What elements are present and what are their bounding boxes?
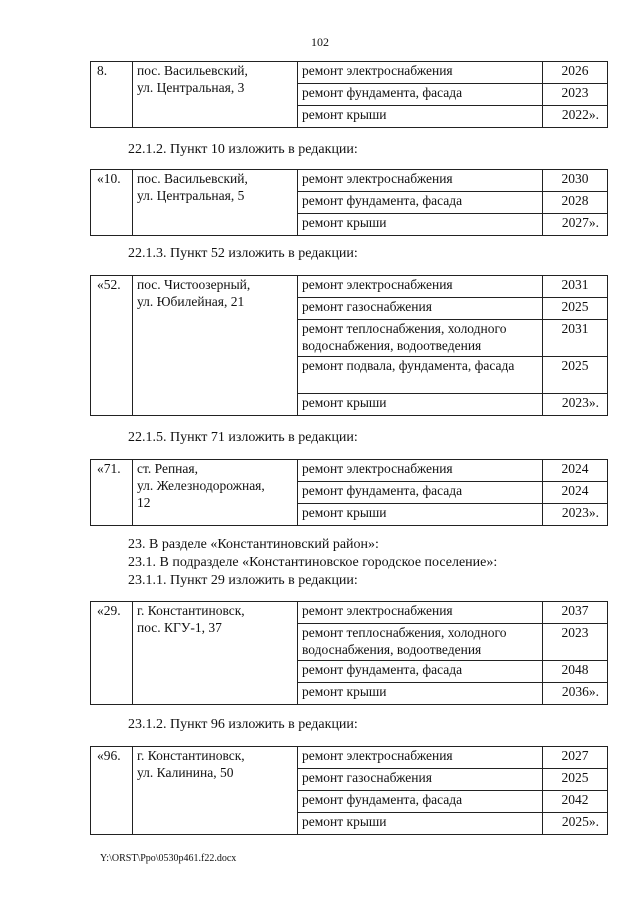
work-cell: ремонт электроснабжения bbox=[298, 602, 543, 624]
work-cell: ремонт электроснабжения bbox=[298, 170, 543, 192]
year-cell: 2030 bbox=[543, 170, 608, 192]
item-address: пос. Васильевский, ул. Центральная, 3 bbox=[133, 62, 298, 128]
year-cell: 2023 bbox=[543, 84, 608, 106]
year-cell: 2042 bbox=[543, 791, 608, 813]
heading-punkt-10: 22.1.2. Пункт 10 изложить в редакции: bbox=[128, 142, 358, 157]
table-item-10 bbox=[90, 169, 608, 236]
work-cell: ремонт газоснабжения bbox=[298, 769, 543, 791]
year-cell: 2036». bbox=[543, 683, 608, 705]
work-cell: ремонт фундамента, фасада bbox=[298, 192, 543, 214]
heading-subsection-23-1: 23.1. В подразделе «Константиновское городское поселение»: bbox=[128, 555, 498, 570]
year-cell: 2025 bbox=[543, 357, 608, 394]
work-cell: ремонт фундамента, фасада bbox=[298, 84, 543, 106]
heading-section-23: 23. В разделе «Константиновский район»: bbox=[128, 537, 379, 552]
year-cell: 2023». bbox=[543, 394, 608, 416]
work-cell: ремонт теплоснабжения, холодного водоснабжения, водоотведения bbox=[298, 624, 543, 661]
work-cell: ремонт электроснабжения bbox=[298, 747, 543, 769]
table-item-71 bbox=[90, 459, 608, 526]
page-number: 102 bbox=[311, 35, 329, 49]
footer-file-path: Y:\ORST\Ppo\0530p461.f22.docx bbox=[100, 853, 237, 864]
year-cell: 2025 bbox=[543, 298, 608, 320]
work-cell: ремонт электроснабжения bbox=[298, 276, 543, 298]
item-number: «71. bbox=[91, 460, 133, 526]
item-number: «29. bbox=[91, 602, 133, 705]
table-item-52 bbox=[90, 275, 608, 416]
year-cell: 2028 bbox=[543, 192, 608, 214]
work-cell: ремонт теплоснабжения, холодного водоснабжения, водоотведения bbox=[298, 320, 543, 357]
work-cell: ремонт фундамента, фасада bbox=[298, 791, 543, 813]
work-cell: ремонт газоснабжения bbox=[298, 298, 543, 320]
heading-punkt-96: 23.1.2. Пункт 96 изложить в редакции: bbox=[128, 717, 358, 732]
work-cell: ремонт электроснабжения bbox=[298, 62, 543, 84]
year-cell: 2025 bbox=[543, 769, 608, 791]
work-cell: ремонт электроснабжения bbox=[298, 460, 543, 482]
table-row bbox=[91, 276, 608, 298]
table-row bbox=[91, 170, 608, 192]
work-cell: ремонт крыши bbox=[298, 106, 543, 128]
year-cell: 2023». bbox=[543, 504, 608, 526]
item-address: г. Константиновск, ул. Калинина, 50 bbox=[133, 747, 298, 835]
heading-punkt-52: 22.1.3. Пункт 52 изложить в редакции: bbox=[128, 246, 358, 261]
heading-punkt-71: 22.1.5. Пункт 71 изложить в редакции: bbox=[128, 430, 358, 445]
item-address: г. Константиновск, пос. КГУ-1, 37 bbox=[133, 602, 298, 705]
year-cell: 2025». bbox=[543, 813, 608, 835]
heading-punkt-29: 23.1.1. Пункт 29 изложить в редакции: bbox=[128, 573, 358, 588]
work-cell: ремонт крыши bbox=[298, 504, 543, 526]
item-number: «96. bbox=[91, 747, 133, 835]
year-cell: 2027 bbox=[543, 747, 608, 769]
table-row bbox=[91, 747, 608, 769]
work-cell: ремонт подвала, фундамента, фасада bbox=[298, 357, 543, 394]
item-address: ст. Репная, ул. Железнодорожная, 12 bbox=[133, 460, 298, 526]
item-number: «52. bbox=[91, 276, 133, 416]
table-item-8 bbox=[90, 61, 608, 128]
year-cell: 2048 bbox=[543, 661, 608, 683]
year-cell: 2037 bbox=[543, 602, 608, 624]
work-cell: ремонт крыши bbox=[298, 214, 543, 236]
year-cell: 2024 bbox=[543, 482, 608, 504]
work-cell: ремонт крыши bbox=[298, 683, 543, 705]
table-item-29 bbox=[90, 601, 608, 705]
year-cell: 2031 bbox=[543, 276, 608, 298]
item-number: «10. bbox=[91, 170, 133, 236]
year-cell: 2024 bbox=[543, 460, 608, 482]
year-cell: 2022». bbox=[543, 106, 608, 128]
table-item-96 bbox=[90, 746, 608, 835]
year-cell: 2026 bbox=[543, 62, 608, 84]
work-cell: ремонт фундамента, фасада bbox=[298, 661, 543, 683]
table-row bbox=[91, 460, 608, 482]
year-cell: 2023 bbox=[543, 624, 608, 661]
work-cell: ремонт крыши bbox=[298, 394, 543, 416]
item-address: пос. Чистоозерный, ул. Юбилейная, 21 bbox=[133, 276, 298, 416]
work-cell: ремонт фундамента, фасада bbox=[298, 482, 543, 504]
item-number: 8. bbox=[91, 62, 133, 128]
year-cell: 2031 bbox=[543, 320, 608, 357]
year-cell: 2027». bbox=[543, 214, 608, 236]
table-row bbox=[91, 62, 608, 84]
table-row bbox=[91, 602, 608, 624]
work-cell: ремонт крыши bbox=[298, 813, 543, 835]
item-address: пос. Васильевский, ул. Центральная, 5 bbox=[133, 170, 298, 236]
